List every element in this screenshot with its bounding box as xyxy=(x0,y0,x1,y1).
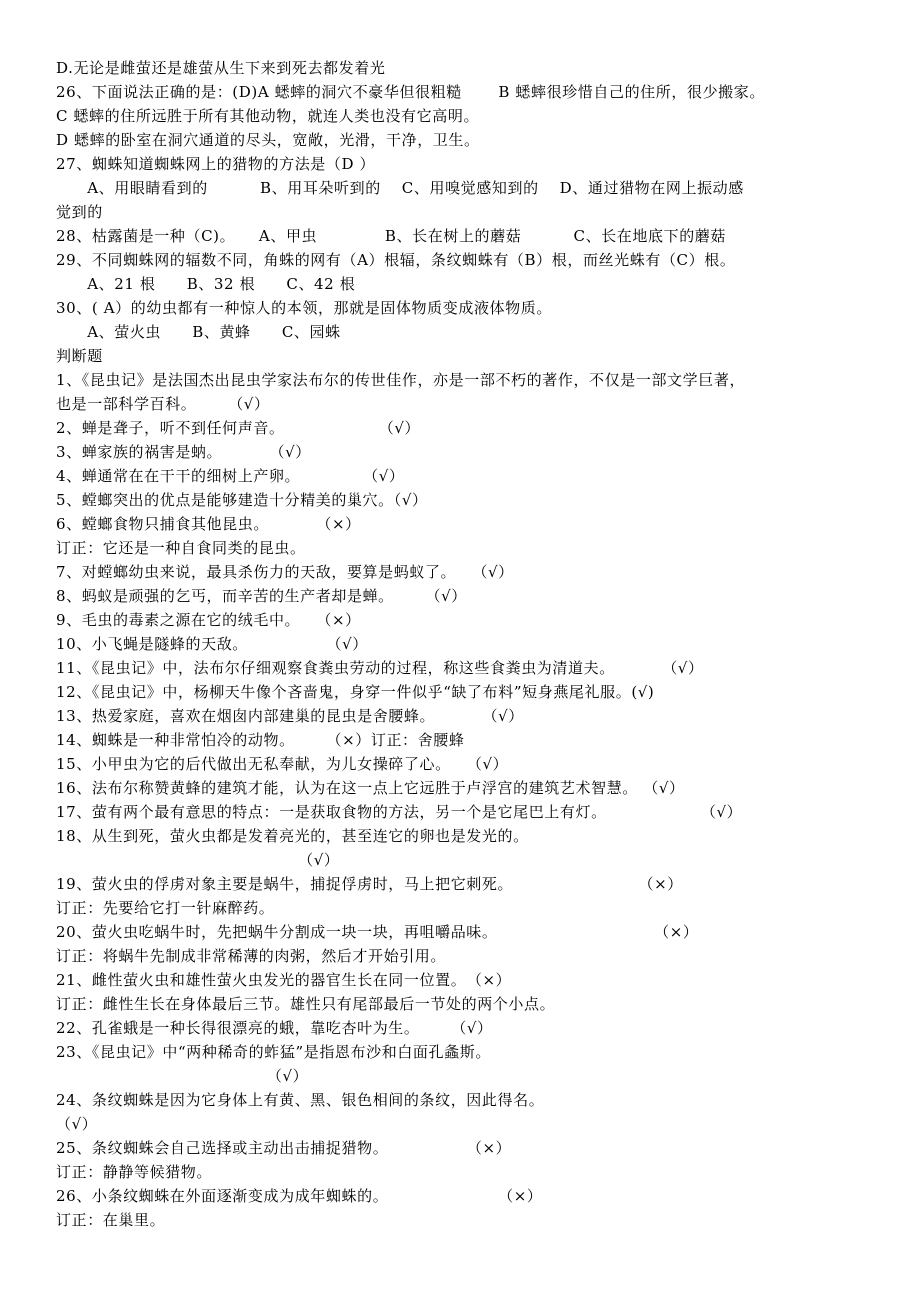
judgment-1: 1、《昆虫记》是法国杰出昆虫学家法布尔的传世佳作，亦是一部不朽的著作，不仅是一部文学巨著， xyxy=(56,371,746,389)
judgment-21: 21、雌性萤火虫和雄性萤火虫发光的器官生长在同一位置。 （×） xyxy=(56,971,512,989)
question-27-options-cont: 觉到的 xyxy=(56,203,103,221)
judgment-14: 14、蜘蛛是一种非常怕冷的动物。 （×）订正：舍腰蜂 xyxy=(56,731,465,749)
question-27: 27、蜘蛛知道蜘蛛网上的猎物的方法是（D ） xyxy=(56,155,376,173)
correction-6: 订正：它还是一种自食同类的昆虫。 xyxy=(56,539,306,557)
judgment-24: 24、条纹蜘蛛是因为它身体上有黄、黑、银色相间的条纹，因此得名。 xyxy=(56,1091,545,1109)
judgment-18: 18、从生到死，萤火虫都是发着亮光的，甚至连它的卵也是发光的。 xyxy=(56,827,529,845)
judgment-12: 12、《昆虫记》中，杨柳天牛像个吝啬鬼，身穿一件似乎“缺了布料”短身燕尾礼服。(√) xyxy=(56,683,655,701)
question-26-option-c: C 蟋蟀的住所远胜于所有其他动物，就连人类也没有它高明。 xyxy=(56,107,480,125)
question-d-option: D.无论是雌萤还是雄萤从生下来到死去都发着光 xyxy=(56,59,386,77)
judgment-5: 5、螳螂突出的优点是能够建造十分精美的巢穴。（√） xyxy=(56,491,428,509)
judgment-2: 2、蝉是聋子，听不到任何声音。 （√） xyxy=(56,419,421,437)
judgment-4: 4、蝉通常在在干干的细树上产卵。 （√） xyxy=(56,467,405,485)
question-30-options: A、萤火虫 B、黄蜂 C、园蛛 xyxy=(56,323,341,341)
correction-26: 订正：在巢里。 xyxy=(56,1211,166,1229)
judgment-15: 15、小甲虫为它的后代做出无私奉献，为儿女操碎了心。 （√） xyxy=(56,755,509,773)
judgment-11: 11、《昆虫记》中，法布尔仔细观察食粪虫劳动的过程，称这些食粪虫为清道夫。 （√） xyxy=(56,659,704,677)
judgment-20: 20、萤火虫吃蜗牛时，先把蜗牛分割成一块一块，再咀嚼品味。 （×） xyxy=(56,923,699,941)
correction-21: 订正：雌性生长在身体最后三节。雄性只有尾部最后一节处的两个小点。 xyxy=(56,995,556,1013)
judgment-10: 10、小飞蝇是隧蜂的天敌。 （√） xyxy=(56,635,368,653)
question-29-options: A、21 根 B、32 根 C、42 根 xyxy=(56,275,356,293)
correction-20: 订正：将蜗牛先制成非常稀薄的肉粥，然后才开始引用。 xyxy=(56,947,447,965)
judgment-22: 22、孔雀蛾是一种长得很漂亮的蛾，靠吃杏叶为生。 （√） xyxy=(56,1019,493,1037)
judgment-1-cont: 也是一部科学百科。 （√） xyxy=(56,395,270,413)
judgment-3: 3、蝉家族的祸害是蚋。 （√） xyxy=(56,443,311,461)
question-27-options: A、用眼睛看到的 B、用耳朵听到的 C、用嗅觉感知到的 D、通过猎物在网上振动感 xyxy=(56,179,744,197)
question-29: 29、不同蜘蛛网的辐数不同，角蛛的网有（A）根辐，条纹蜘蛛有（B）根，而丝光蛛有（C）根。 xyxy=(56,251,736,269)
judgment-26: 26、小条纹蜘蛛在外面逐渐变成为成年蜘蛛的。 （×） xyxy=(56,1187,543,1205)
judgment-24-answer: （√） xyxy=(56,1115,98,1133)
judgment-16: 16、法布尔称赞黄蜂的建筑才能，认为在这一点上它远胜于卢浮宫的建筑艺术智慧。 （√） xyxy=(56,779,685,797)
question-26: 26、下面说法正确的是：(D)A 蟋蟀的洞穴不豪华但很粗糙 B 蟋蟀很珍惜自己的住所，很少搬家。 xyxy=(56,83,765,101)
judgment-6: 6、螳螂食物只捕食其他昆虫。 （×） xyxy=(56,515,361,533)
judgment-7: 7、对螳螂幼虫来说，最具杀伤力的天敌，要算是蚂蚁了。 （√） xyxy=(56,563,514,581)
section-heading-judgment: 判断题 xyxy=(56,347,103,365)
judgment-19: 19、萤火虫的俘虏对象主要是蜗牛，捕捉俘虏时，马上把它刺死。 （×） xyxy=(56,875,683,893)
judgment-23-answer: （√） xyxy=(56,1067,309,1085)
question-30: 30、( A）的幼虫都有一种惊人的本领，那就是固体物质变成液体物质。 xyxy=(56,299,552,317)
correction-25: 订正：静静等候猎物。 xyxy=(56,1163,213,1181)
judgment-23: 23、《昆虫记》中“两种稀奇的蚱猛”是指恩布沙和白面孔螽斯。 xyxy=(56,1043,491,1061)
question-28: 28、枯露菌是一种（C)。 A、甲虫 B、长在树上的蘑菇 C、长在地底下的蘑菇 xyxy=(56,227,726,245)
judgment-13: 13、热爱家庭，喜欢在烟囱内部建巢的昆虫是舍腰蜂。 （√） xyxy=(56,707,524,725)
question-26-option-d: D 蟋蟀的卧室在洞穴通道的尽头，宽敞，光滑，干净，卫生。 xyxy=(56,131,480,149)
judgment-8: 8、蚂蚁是顽强的乞丐，而辛苦的生产者却是蝉。 （√） xyxy=(56,587,467,605)
judgment-17: 17、萤有两个最有意思的特点：一是获取食物的方法，另一个是它尾巴上有灯。 （√） xyxy=(56,803,743,821)
judgment-9: 9、毛虫的毒素之源在它的绒毛中。 （×） xyxy=(56,611,361,629)
correction-19: 订正：先要给它打一针麻醉药。 xyxy=(56,899,275,917)
judgment-25: 25、条纹蜘蛛会自己选择或主动出击捕捉猎物。 （×） xyxy=(56,1139,512,1157)
judgment-18-answer: （√） xyxy=(56,851,340,869)
